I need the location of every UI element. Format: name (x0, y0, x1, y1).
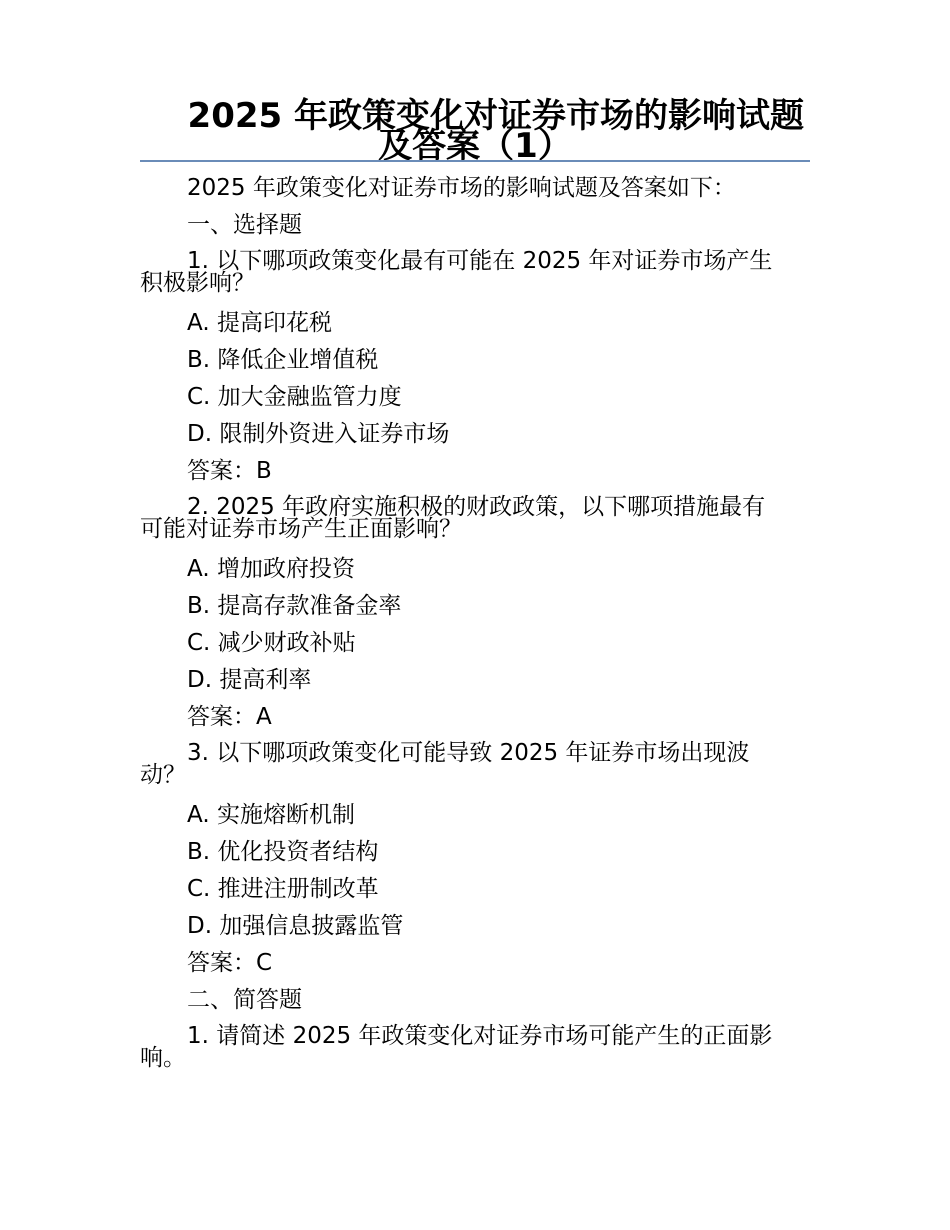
question-1-line-1: 1. 以下哪项政策变化最有可能在 2025 年对证券市场产生 (187, 248, 773, 274)
document-title (140, 96, 810, 166)
question-1-option-a: A. 提高印花税 (187, 310, 332, 336)
question-1-option-c: C. 加大金融监管力度 (187, 384, 402, 410)
question-3-option-b: B. 优化投资者结构 (187, 839, 379, 865)
intro-paragraph: 2025 年政策变化对证券市场的影响试题及答案如下： (187, 175, 736, 201)
title-line-1: 2025 年政策变化对证券市场的影响试题 (187, 96, 804, 136)
short-question-1-line-1: 1. 请简述 2025 年政策变化对证券市场可能产生的正面影 (187, 1023, 773, 1049)
question-3-answer: 答案：C (187, 950, 273, 976)
question-1-line-2: 积极影响？ (140, 270, 255, 296)
title-line-2: 及答案（1） (378, 126, 572, 166)
question-1 (140, 250, 810, 294)
question-3-option-a: A. 实施熔断机制 (187, 802, 355, 828)
question-1-answer: 答案：B (187, 458, 272, 484)
short-question-1-line-2: 响。 (140, 1045, 186, 1071)
question-2-option-b: B. 提高存款准备金率 (187, 593, 402, 619)
section-heading-choice: 一、选择题 (187, 212, 302, 238)
question-2-answer: 答案：A (187, 704, 272, 730)
document-body (140, 176, 810, 1086)
question-3-line-1: 3. 以下哪项政策变化可能导致 2025 年证券市场出现波 (187, 740, 750, 766)
question-3 (140, 742, 810, 786)
question-2-option-c: C. 减少财政补贴 (187, 630, 356, 656)
question-2-line-1: 2. 2025 年政府实施积极的财政政策，以下哪项措施最有 (187, 494, 766, 520)
question-2-option-d: D. 提高利率 (187, 667, 312, 693)
question-3-option-d: D. 加强信息披露监管 (187, 913, 404, 939)
question-2-option-a: A. 增加政府投资 (187, 556, 355, 582)
question-3-line-2: 动？ (140, 762, 186, 788)
title-divider (140, 160, 810, 162)
short-question-1 (140, 1025, 810, 1069)
section-heading-short-answer: 二、简答题 (187, 987, 302, 1013)
question-1-option-d: D. 限制外资进入证券市场 (187, 421, 450, 447)
question-3-option-c: C. 推进注册制改革 (187, 876, 379, 902)
question-2-line-2: 可能对证券市场产生正面影响？ (140, 516, 462, 542)
question-1-option-b: B. 降低企业增值税 (187, 347, 379, 373)
question-2 (140, 496, 810, 540)
